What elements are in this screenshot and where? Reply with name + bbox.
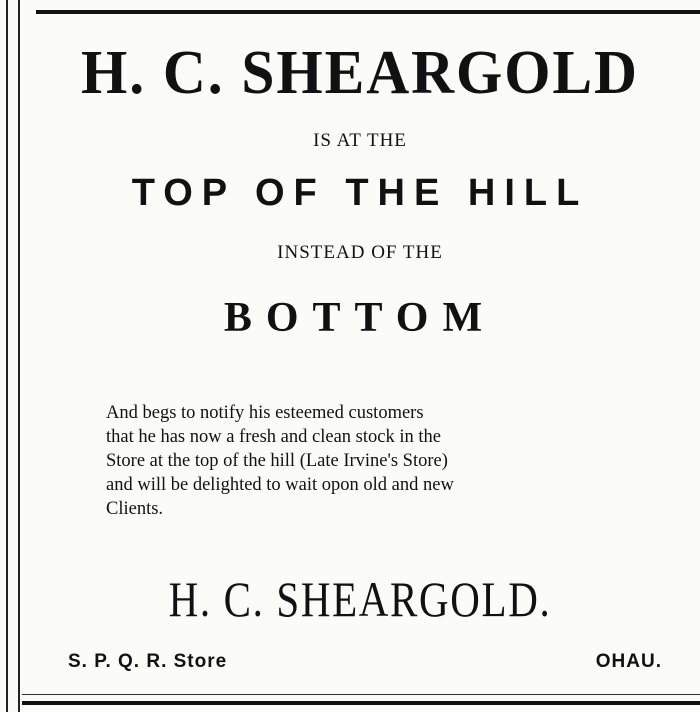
subline-instead-of-the: INSTEAD OF THE: [277, 242, 443, 263]
body-line: and will be delighted to wait opon old and new: [106, 475, 454, 495]
footer-location: OHAU.: [595, 651, 662, 672]
advert-body-text: [106, 401, 606, 521]
body-line: And begs to notify his esteemed customers: [106, 403, 424, 423]
body-line: Store at the top of the hill (Late Irvine's Store): [106, 451, 448, 471]
emphasis-bottom: BOTTOM: [223, 295, 497, 341]
bottom-thin-rule: [22, 694, 700, 695]
body-line: that he has now a fresh and clean stock in the: [106, 427, 441, 447]
top-border-rule: [36, 10, 700, 14]
emphasis-top-of-the-hill: TOP OF THE HILL: [131, 172, 589, 214]
footer-store-name: S. P. Q. R. Store: [68, 651, 228, 672]
left-inner-rule: [18, 0, 20, 712]
body-line: Clients.: [106, 499, 164, 519]
advert-headline: H. C. SHEARGOLD: [81, 39, 639, 107]
left-border-rule: [6, 0, 8, 712]
bottom-border-rule: [22, 701, 700, 705]
subline-is-at-the: IS AT THE: [313, 130, 407, 151]
advert-signature: H. C. SHEARGOLD.: [168, 571, 552, 627]
